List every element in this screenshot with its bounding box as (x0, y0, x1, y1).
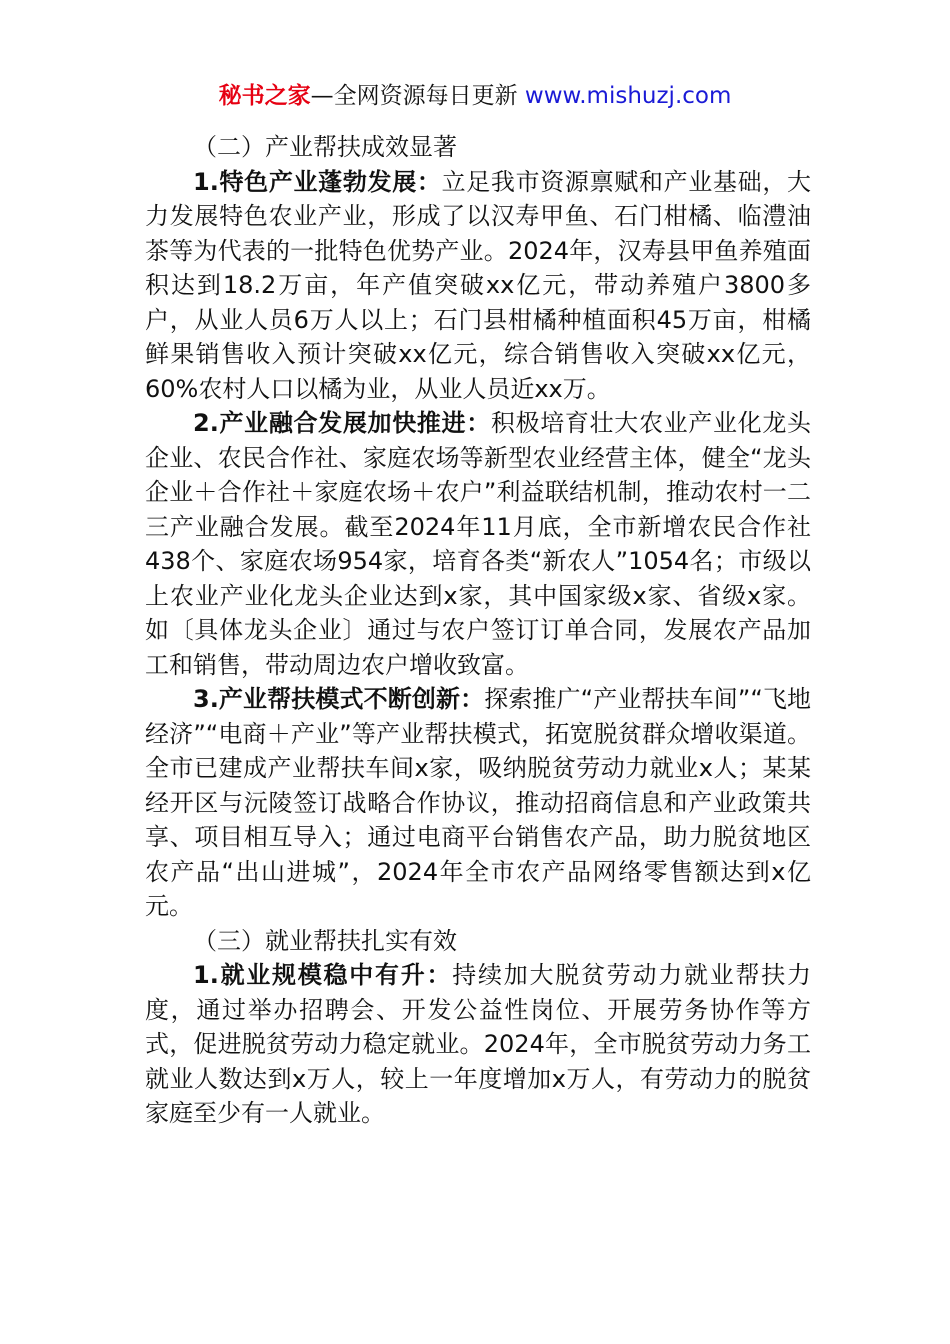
section-heading-2: （二）产业帮扶成效显著 (193, 133, 457, 161)
paragraph-assistance-models (145, 682, 811, 924)
paragraph-label: 1.就业规模稳中有升： (193, 961, 453, 989)
paragraph-label: 1.特色产业蓬勃发展： (193, 167, 442, 196)
paragraph-text: 立足我市资源禀赋和产业基础，大力发展特色农业产业，形成了以汉寿甲鱼、石门柑橘、临澧油茶等为代表的一批特色优势产业。2024年，汉寿县甲鱼养殖面积达到18.2万亩，年产值突破xx亿元，带动养殖户3800多户，从业人员6万人以上；石门县柑橘种植面积45万亩，柑橘鲜果销售收入预计突破xx亿元，综合销售收入突破xx亿元，60%农村人口以橘为业，从业人员近xx万。 (145, 167, 811, 403)
paragraph-featured-industry (145, 165, 811, 407)
paragraph-text: 持续加大脱贫劳动力就业帮扶力度，通过举办招聘会、开发公益性岗位、开展劳务协作等方式，促进脱贫劳动力稳定就业。2024年，全市脱贫劳动力务工就业人数达到x万人，较上一年度增加x万人，有劳动力的脱贫家庭至少有一人就业。 (145, 961, 812, 1127)
page-header (0, 80, 950, 112)
paragraph-label: 2.产业融合发展加快推进： (193, 409, 491, 437)
brand-name: 秘书之家 (218, 83, 311, 109)
paragraph-text: 积极培育壮大农业产业化龙头企业、农民合作社、家庭农场等新型农业经营主体，健全“龙头企业＋合作社＋家庭农场＋农户”利益联结机制，推动农村一二三产业融合发展。截至2024年11月底，全市新增农民合作社438个、家庭农场954家，培育各类“新农人”1054名；市级以上农业产业化龙头企业达到x家，其中国家级x家、省级x家。如〔具体龙头企业〕通过与农户签订订单合同，发展农产品加工和销售，带动周边农户增收致富。 (145, 409, 811, 679)
header-slogan: —全网资源每日更新 (310, 83, 518, 109)
document-body (145, 130, 811, 1131)
paragraph-text: 探索推广“产业帮扶车间”“飞地经济”“电商＋产业”等产业帮扶模式，拓宽脱贫群众增收渠道。全市已建成产业帮扶车间x家，吸纳脱贫劳动力就业x人；某某经开区与沅陵签订战略合作协议，推动招商信息和产业政策共享、项目相互导入；通过电商平台销售农产品，助力脱贫地区农产品“出山进城”，2024年全市农产品网络零售额达到x亿元。 (145, 685, 811, 920)
section-heading-3: （三）就业帮扶扎实有效 (193, 926, 457, 955)
paragraph-employment-scale (145, 958, 811, 1131)
paragraph-industry-integration (145, 406, 811, 682)
site-url[interactable]: www.mishuzj.com (524, 83, 732, 109)
paragraph-label: 3.产业帮扶模式不断创新： (193, 685, 485, 713)
